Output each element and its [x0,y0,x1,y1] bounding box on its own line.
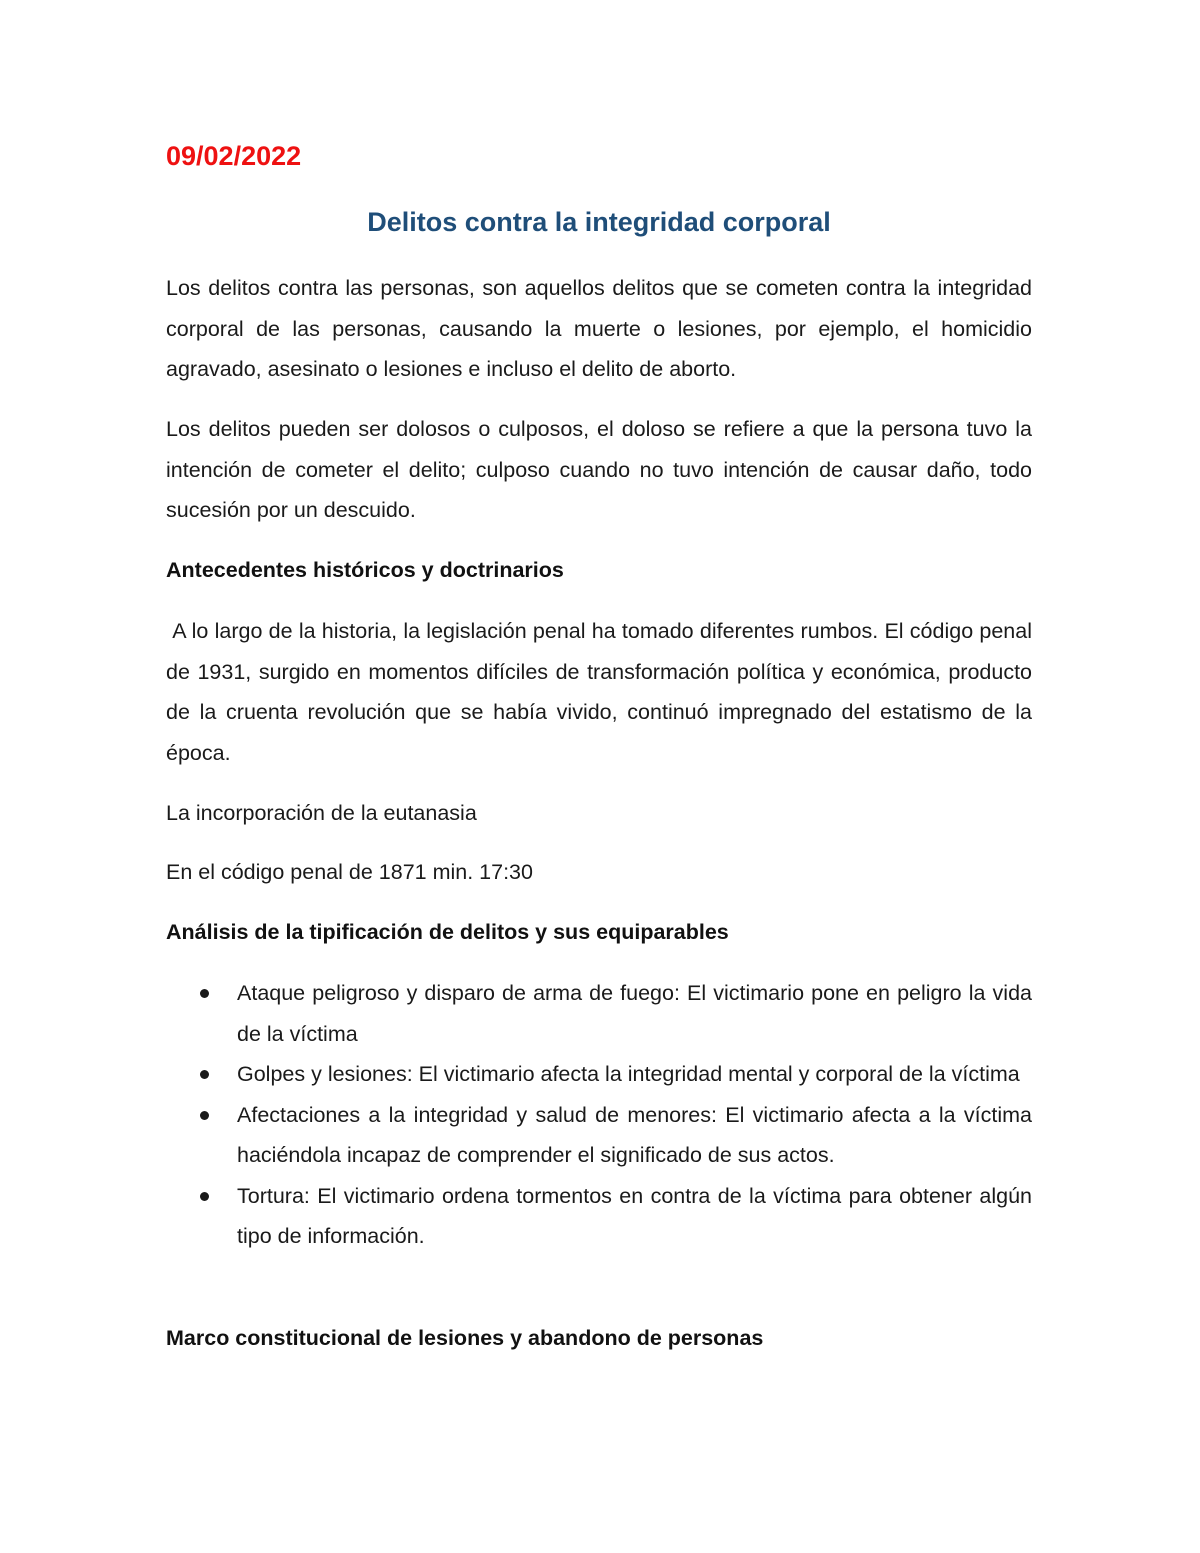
list-item-text: Ataque peligroso y disparo de arma de fuego: El victimario pone en peligro la vida de la víctima [237,981,1032,1046]
document-date: 09/02/2022 [166,141,302,171]
section-heading-marco-constitucional: Marco constitucional de lesiones y abandono de personas [166,1326,764,1350]
list-item [166,1176,1032,1257]
section-heading-analisis: Análisis de la tipificación de delitos y sus equiparables [166,920,729,944]
list-item-text: Afectaciones a la integridad y salud de menores: El victimario afecta a la víctima haciéndola incapaz de comprender el significado de sus actos. [237,1102,1032,1167]
paragraph-intro: Los delitos contra las personas, son aquellos delitos que se cometen contra la integridad corporal de las personas, causando la muerte o lesiones, por ejemplo, el homicidio agravado, asesinato o lesiones e incluso el delito de aborto. [166,276,1032,381]
section-heading-antecedentes: Antecedentes históricos y doctrinarios [166,558,564,582]
bullet-list [166,973,1032,1257]
paragraph-eutanasia: La incorporación de la eutanasia [166,801,477,825]
list-item-text: Golpes y lesiones: El victimario afecta la integridad mental y corporal de la víctima [237,1062,1020,1086]
list-item [166,1095,1032,1176]
document-title: Delitos contra la integridad corporal [367,207,831,237]
paragraph-dolosos-culposos: Los delitos pueden ser dolosos o culposos, el doloso se refiere a que la persona tuvo la intención de cometer el delito; culposo cuando no tuvo intención de causar daño, todo sucesión por un descuido. [166,417,1032,522]
list-item [166,1054,1032,1095]
bullet-icon [200,1111,209,1120]
bullet-icon [200,989,209,998]
list-item [166,973,1032,1054]
bullet-icon [200,1192,209,1201]
paragraph-codigo-1871: En el código penal de 1871 min. 17:30 [166,860,533,884]
list-item-text: Tortura: El victimario ordena tormentos en contra de la víctima para obtener algún tipo de información. [237,1183,1032,1248]
paragraph-historia: A lo largo de la historia, la legislación penal ha tomado diferentes rumbos. El código penal de 1931, surgido en momentos difíciles de transformación política y económica, producto de la cruenta revolución que se había vivido, continuó impregnado del estatismo de la época. [166,619,1038,765]
bullet-icon [200,1070,209,1079]
